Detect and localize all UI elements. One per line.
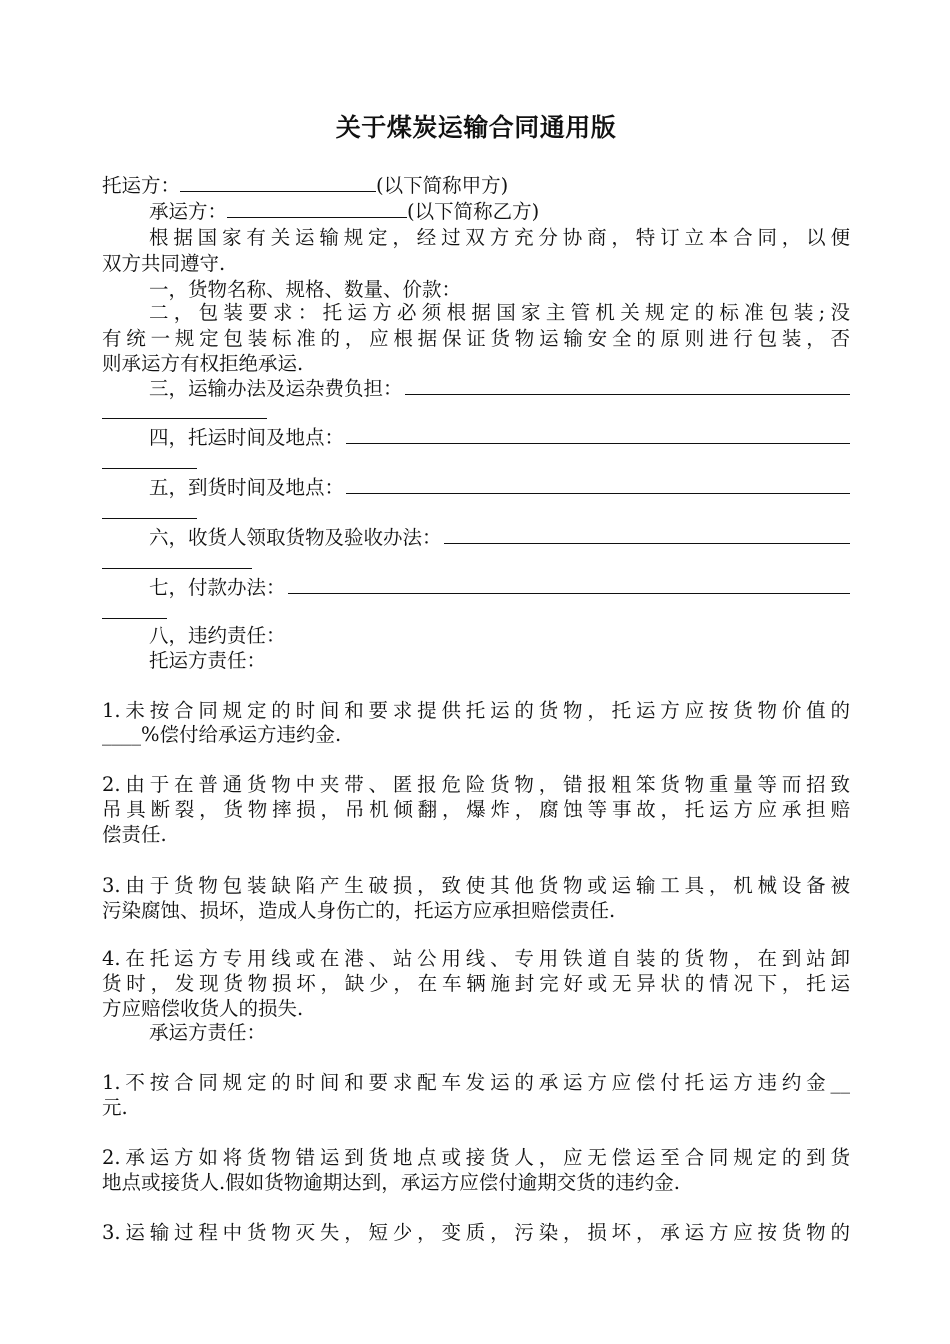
intro-line-1: 根据国家有关运输规定，经过双方充分协商，特订立本合同，以便 (149, 226, 850, 249)
carrier-item-1-line-2: 元. (102, 1096, 128, 1119)
clause-1: 一，货物名称、规格、数量、价款： (149, 278, 462, 301)
clause-4-label: 四，托运时间及地点： (149, 426, 345, 449)
shipper-item-2-line-1: 2.由于在普通货物中夹带、匿报危险货物，错报粗笨货物重量等而招致 (102, 773, 850, 796)
shipper-line (102, 173, 508, 199)
carrier-responsibility-heading: 承运方责任： (149, 1021, 267, 1044)
shipper-item-2-line-3: 偿责任. (102, 823, 167, 846)
carrier-item-3-line-1: 3.运输过程中货物灭失，短少，变质，污染，损坏，承运方应按货物的 (102, 1221, 850, 1244)
intro-line-2: 双方共同遵守. (102, 252, 226, 275)
shipper-suffix: (以下简称甲方) (376, 174, 509, 197)
clause-4-blank-cont (102, 446, 197, 469)
clause-7-label: 七，付款办法： (149, 576, 286, 599)
clause-4 (102, 425, 850, 451)
shipper-item-4-line-1: 4.在托运方专用线或在港、站公用线、专用铁道自装的货物，在到站卸 (102, 947, 850, 970)
carrier-line (149, 199, 539, 225)
clause-7-blank-cont (102, 596, 167, 619)
shipper-responsibility-heading: 托运方责任： (149, 649, 267, 672)
shipper-item-4-line-3: 方应赔偿收货人的损失. (102, 997, 304, 1020)
shipper-item-4-line-2: 货时，发现货物损坏，缺少，在车辆施封完好或无异状的情况下，托运 (102, 972, 850, 995)
clause-5-label: 五，到货时间及地点： (149, 476, 345, 499)
clause-5 (102, 475, 850, 501)
carrier-blank (227, 199, 407, 218)
clause-6-label: 六，收货人领取货物及验收办法： (149, 526, 442, 549)
carrier-suffix: (以下简称乙方) (407, 200, 540, 223)
shipper-item-3-line-1: 3.由于货物包装缺陷产生破损，致使其他货物或运输工具，机械设备被 (102, 874, 850, 897)
clause-7 (102, 575, 850, 601)
clause-3-blank-cont (102, 396, 267, 419)
shipper-item-1-line-1: 1.未按合同规定的时间和要求提供托运的货物，托运方应按货物价值的 (102, 699, 850, 722)
carrier-item-2-line-2: 地点或接货人.假如货物逾期达到，承运方应偿付逾期交货的违约金. (102, 1171, 680, 1194)
clause-3-blank (405, 376, 850, 395)
clause-8: 八，违约责任： (149, 624, 286, 647)
clause-2-line-2: 有统一规定包装标准的，应根据保证货物运输安全的原则进行包装，否 (102, 327, 850, 350)
clause-6-blank-cont (102, 546, 252, 569)
shipper-blank (180, 173, 376, 192)
clause-3-label: 三，运输办法及运杂费负担： (149, 377, 403, 400)
clause-7-blank (288, 575, 850, 594)
shipper-item-3-line-2: 污染腐蚀、损坏，造成人身伤亡的，托运方应承担赔偿责任. (102, 899, 616, 922)
clause-4-blank (346, 425, 850, 444)
shipper-label: 托运方： (102, 174, 181, 197)
shipper-item-1-line-2: ____%偿付给承运方违约金. (102, 723, 342, 746)
carrier-item-2-line-1: 2.承运方如将货物错运到货地点或接货人，应无偿运至合同规定的到货 (102, 1146, 850, 1169)
clause-5-blank (346, 475, 850, 494)
clause-6-blank (444, 525, 850, 544)
carrier-item-1-line-1: 1.不按合同规定的时间和要求配车发运的承运方应偿付托运方违约金__ (102, 1071, 850, 1094)
clause-2-line-1: 二，包装要求：托运方必须根据国家主管机关规定的标准包装;没 (149, 301, 850, 324)
clause-2-line-3: 则承运方有权拒绝承运. (102, 352, 304, 375)
carrier-label: 承运方： (149, 200, 228, 223)
document-title: 关于煤炭运输合同通用版 (335, 113, 617, 142)
shipper-item-2-line-2: 吊具断裂，货物摔损，吊机倾翻，爆炸，腐蚀等事故，托运方应承担赔 (102, 798, 850, 821)
clause-5-blank-cont (102, 496, 197, 519)
